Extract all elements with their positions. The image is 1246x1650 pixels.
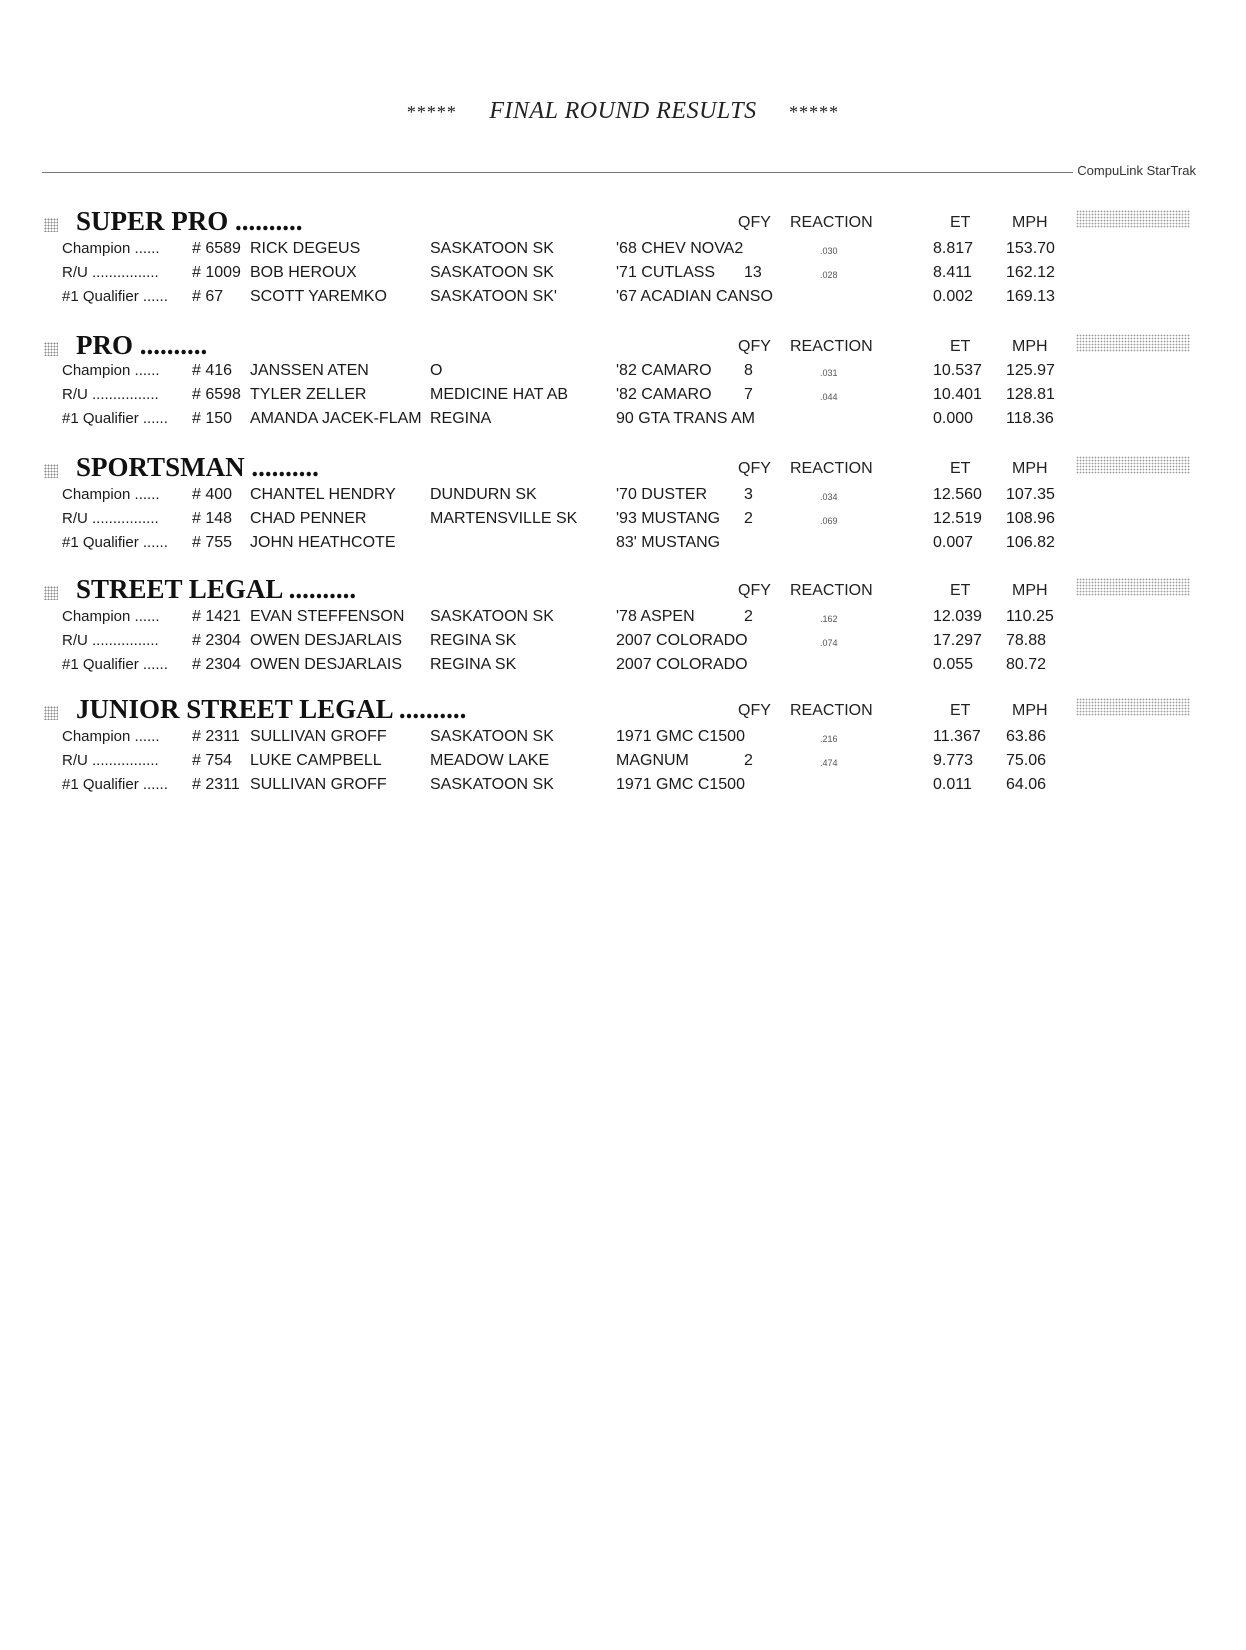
reaction-header: REACTION [790,460,873,477]
brand-label: CompuLink StarTrak [1073,163,1196,178]
car-model: '82 CAMARO [616,362,712,379]
hometown: SASKATOON SK [430,776,554,793]
result-row [0,776,1246,800]
qfy-value: 13 [744,264,762,281]
car-number: # 754 [192,752,233,769]
result-row [0,510,1246,534]
mph-header: MPH [1012,460,1048,477]
dotted-bullet-icon [44,706,58,720]
qfy-header: QFY [738,338,771,355]
et-value: 8.817 [933,240,974,257]
row-label: Champion ...... [62,728,160,745]
et-header: ET [950,214,971,231]
et-value: 0.055 [933,656,974,673]
row-label: Champion ...... [62,362,160,379]
mph-header: MPH [1012,214,1048,231]
result-row [0,752,1246,776]
mph-value: 118.36 [1006,410,1054,427]
title-text: FINAL ROUND RESULTS [489,98,757,124]
car-model: '82 CAMARO [616,386,712,403]
dotted-bullet-icon [44,464,58,478]
et-value: 12.039 [933,608,982,625]
hometown: MARTENSVILLE SK [430,510,578,527]
dotted-pattern-icon [1076,210,1190,228]
et-value: 12.519 [933,510,982,527]
stars-right: ***** [789,102,840,122]
row-label: R/U ................ [62,632,159,649]
reaction-value: .028 [820,270,838,280]
mph-value: 64.06 [1006,776,1047,793]
car-number: # 148 [192,510,233,527]
mph-value: 78.88 [1006,632,1047,649]
car-model: '93 MUSTANG [616,510,721,527]
result-row [0,728,1246,752]
car-number: # 2304 [192,656,241,673]
et-header: ET [950,460,971,477]
car-number: # 2304 [192,632,241,649]
car-number: # 67 [192,288,224,305]
hometown: SASKATOON SK [430,728,554,745]
section-title: SPORTSMAN .......... [76,452,319,482]
car-model: 90 GTA TRANS AM [616,410,756,427]
hometown: O [430,362,443,379]
reaction-header: REACTION [790,702,873,719]
car-number: # 416 [192,362,233,379]
et-value: 12.560 [933,486,982,503]
qfy-value: 3 [744,486,753,503]
hometown: REGINA SK [430,656,517,673]
driver-name: SULLIVAN GROFF [250,776,387,793]
driver-name: OWEN DESJARLAIS [250,632,403,649]
dotted-pattern-icon [1076,456,1190,474]
hometown: DUNDURN SK [430,486,537,503]
dotted-pattern-icon [1076,334,1190,352]
row-label: Champion ...... [62,240,160,257]
driver-name: BOB HEROUX [250,264,357,281]
row-label: R/U ................ [62,752,159,769]
qfy-value: 8 [744,362,753,379]
reaction-header: REACTION [790,582,873,599]
et-value: 8.411 [933,264,972,281]
driver-name: LUKE CAMPBELL [250,752,382,769]
et-value: 11.367 [933,728,981,745]
mph-value: 106.82 [1006,534,1055,551]
driver-name: SULLIVAN GROFF [250,728,387,745]
row-label: #1 Qualifier ...... [62,534,168,551]
mph-value: 128.81 [1006,386,1055,403]
mph-value: 162.12 [1006,264,1055,281]
et-value: 10.537 [933,362,982,379]
et-header: ET [950,582,971,599]
car-number: # 150 [192,410,233,427]
mph-value: 80.72 [1006,656,1047,673]
car-number: # 1009 [192,264,241,281]
driver-name: AMANDA JACEK-FLAM [250,410,422,427]
car-model: 2007 COLORADO [616,656,748,673]
section-title: SUPER PRO .......... [76,206,303,236]
et-value: 17.297 [933,632,982,649]
driver-name: RICK DEGEUS [250,240,361,257]
mph-header: MPH [1012,702,1048,719]
result-row [0,264,1246,288]
qfy-header: QFY [738,214,771,231]
mph-value: 75.06 [1006,752,1047,769]
reaction-value: .044 [820,392,838,402]
car-model: 2007 COLORADO [616,632,748,649]
hometown: SASKATOON SK [430,608,554,625]
stars-left: ***** [406,102,457,122]
reaction-value: .474 [820,758,838,768]
dotted-pattern-icon [1076,698,1190,716]
section-title: JUNIOR STREET LEGAL .......... [76,694,467,724]
qfy-header: QFY [738,582,771,599]
car-model: 1971 GMC C1500 [616,728,745,745]
mph-value: 125.97 [1006,362,1055,379]
mph-header: MPH [1012,338,1048,355]
et-value: 9.773 [933,752,974,769]
reaction-value: .034 [820,492,838,502]
hometown: SASKATOON SK [430,264,554,281]
result-row [0,608,1246,632]
driver-name: SCOTT YAREMKO [250,288,387,305]
qfy-value: 2 [744,752,753,769]
hometown: SASKATOON SK' [430,288,557,305]
hometown: MEADOW LAKE [430,752,550,769]
driver-name: EVAN STEFFENSON [250,608,405,625]
reaction-value: .216 [820,734,838,744]
driver-name: JOHN HEATHCOTE [250,534,396,551]
car-number: # 755 [192,534,233,551]
et-value: 0.002 [933,288,974,305]
row-label: Champion ...... [62,608,160,625]
qfy-value: 2 [744,608,753,625]
car-number: # 6589 [192,240,241,257]
reaction-value: .031 [820,368,838,378]
hometown: SASKATOON SK [430,240,554,257]
car-model: '78 ASPEN [616,608,695,625]
result-row [0,386,1246,410]
result-row [0,656,1246,680]
hometown: REGINA [430,410,492,427]
result-row [0,410,1246,434]
result-row [0,486,1246,510]
car-model: '71 CUTLASS [616,264,716,281]
mph-value: 63.86 [1006,728,1047,745]
driver-name: TYLER ZELLER [250,386,367,403]
mph-value: 107.35 [1006,486,1055,503]
driver-name: CHANTEL HENDRY [250,486,396,503]
et-value: 0.011 [933,776,972,793]
row-label: Champion ...... [62,486,160,503]
hometown: REGINA SK [430,632,517,649]
qfy-value: 7 [744,386,753,403]
reaction-value: .074 [820,638,838,648]
reaction-value: .162 [820,614,838,624]
car-model: MAGNUM [616,752,689,769]
dotted-bullet-icon [44,218,58,232]
result-row [0,362,1246,386]
car-model: 83' MUSTANG [616,534,721,551]
mph-value: 169.13 [1006,288,1055,305]
et-value: 0.000 [933,410,974,427]
car-number: # 400 [192,486,233,503]
driver-name: OWEN DESJARLAIS [250,656,403,673]
mph-header: MPH [1012,582,1048,599]
result-row [0,632,1246,656]
qfy-value: 2 [744,510,753,527]
car-model: 1971 GMC C1500 [616,776,745,793]
result-row [0,240,1246,264]
car-model: '68 CHEV NOVA2 [616,240,744,257]
section-title: PRO .......... [76,330,208,360]
reaction-header: REACTION [790,338,873,355]
driver-name: JANSSEN ATEN [250,362,369,379]
et-value: 0.007 [933,534,974,551]
car-number: # 1421 [192,608,241,625]
dotted-pattern-icon [1076,578,1190,596]
hometown: MEDICINE HAT AB [430,386,569,403]
et-value: 10.401 [933,386,982,403]
mph-value: 108.96 [1006,510,1055,527]
row-label: #1 Qualifier ...... [62,776,168,793]
section-title: STREET LEGAL .......... [76,574,357,604]
et-header: ET [950,338,971,355]
car-number: # 2311 [192,776,240,793]
page-title [0,98,1246,125]
row-label: R/U ................ [62,510,159,527]
driver-name: CHAD PENNER [250,510,367,527]
mph-value: 110.25 [1006,608,1054,625]
row-label: #1 Qualifier ...... [62,288,168,305]
row-label: #1 Qualifier ...... [62,410,168,427]
et-header: ET [950,702,971,719]
car-model: '70 DUSTER [616,486,708,503]
dotted-bullet-icon [44,586,58,600]
qfy-header: QFY [738,702,771,719]
row-label: R/U ................ [62,264,159,281]
result-row [0,288,1246,312]
car-model: '67 ACADIAN CANSO [616,288,773,305]
row-label: #1 Qualifier ...... [62,656,168,673]
qfy-header: QFY [738,460,771,477]
reaction-value: .069 [820,516,838,526]
row-label: R/U ................ [62,386,159,403]
header-rule [42,172,1194,173]
dotted-bullet-icon [44,342,58,356]
reaction-header: REACTION [790,214,873,231]
car-number: # 6598 [192,386,241,403]
car-number: # 2311 [192,728,240,745]
reaction-value: .030 [820,246,838,256]
mph-value: 153.70 [1006,240,1055,257]
result-row [0,534,1246,558]
